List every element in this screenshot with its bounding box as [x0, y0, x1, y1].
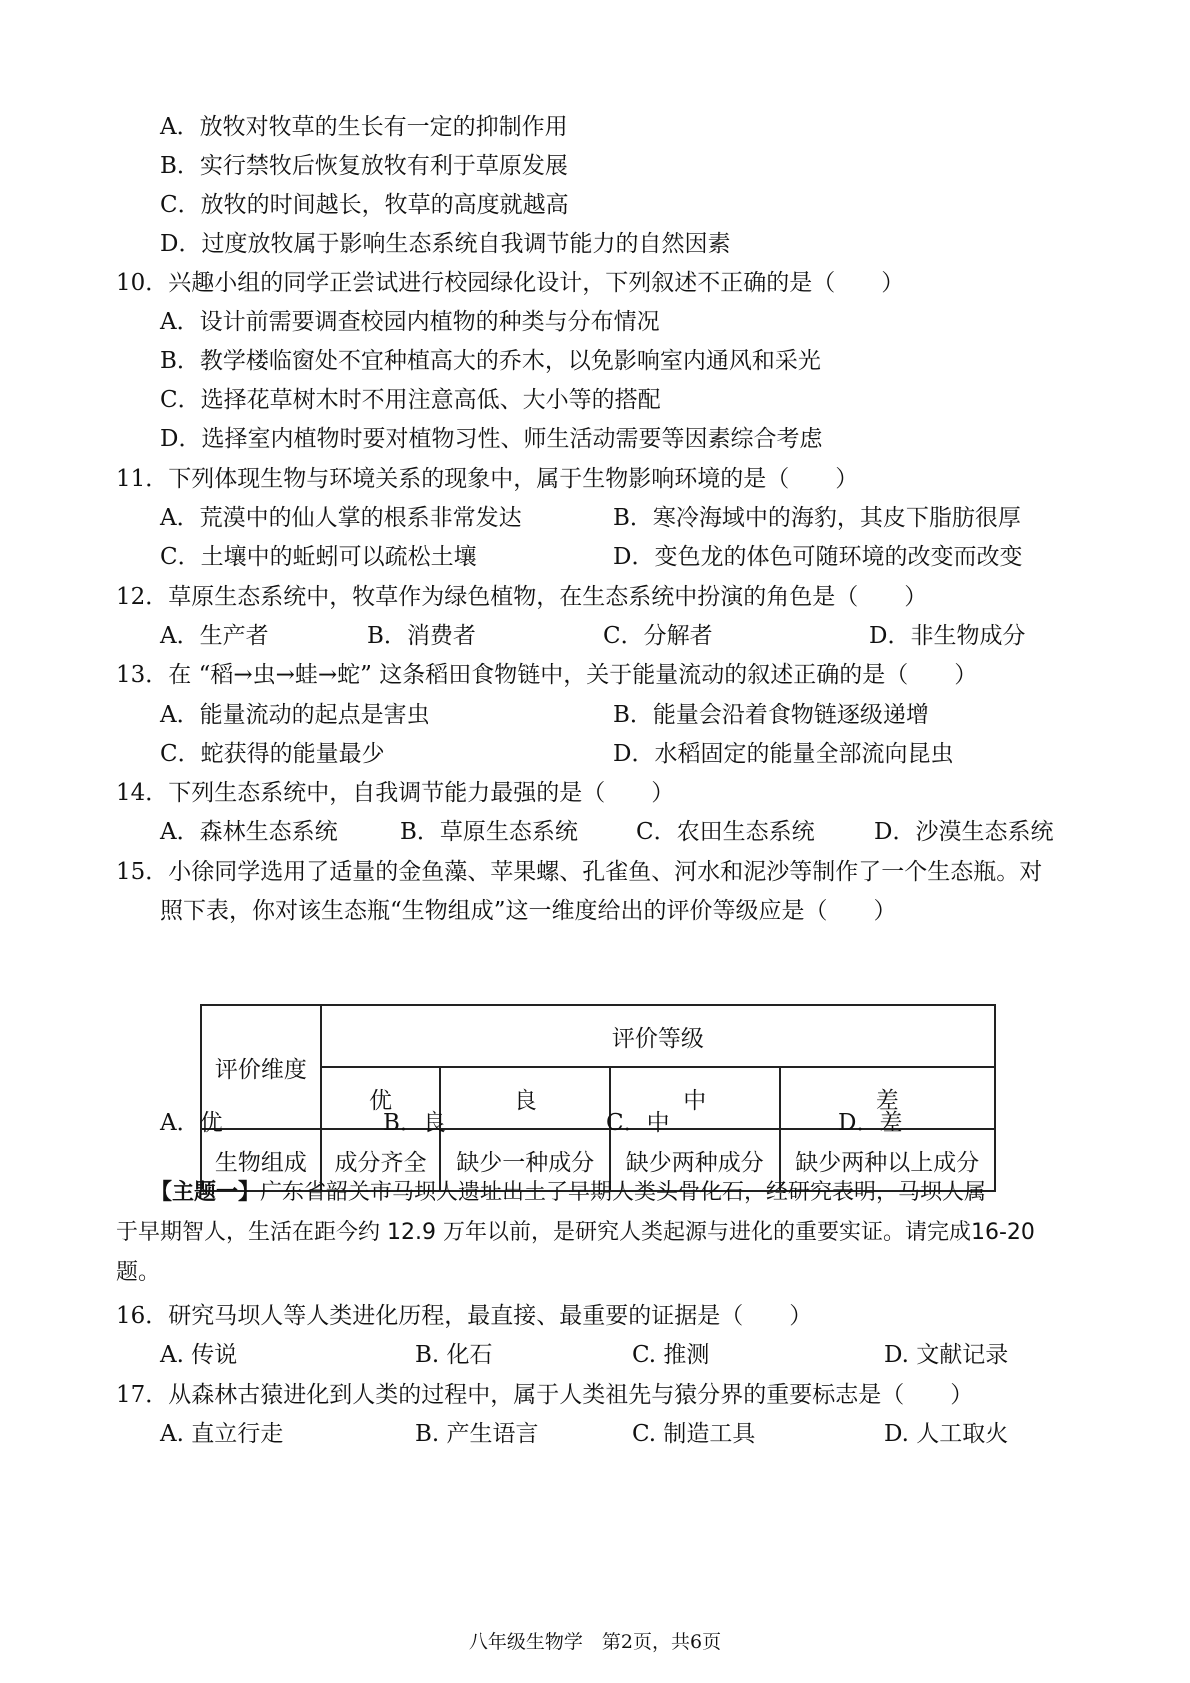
q16-stem: 16．研究马坝人等人类进化历程，最直接、最重要的证据是（ ）: [116, 1303, 813, 1329]
q16-option-c: C. 推测: [632, 1342, 710, 1368]
q15-stem-line2: 照下表，你对该生态瓶“生物组成”这一维度给出的评价等级应是（ ）: [160, 898, 897, 924]
grade-good: 良: [440, 1067, 610, 1129]
q10-option-c: C．选择花草树木时不用注意高低、大小等的搭配: [160, 387, 661, 413]
q10-option-b: B．教学楼临窗处不宜种植高大的乔木，以免影响室内通风和采光: [160, 348, 821, 374]
table-cell: 缺少一种成分: [440, 1129, 610, 1191]
q15-option-d: D．差: [838, 1110, 903, 1136]
q15-option-c: C．中: [606, 1110, 670, 1136]
q9-option-c: C．放牧的时间越长，牧草的高度就越高: [160, 192, 569, 218]
q13-option-a: A．能量流动的起点是害虫: [160, 702, 430, 728]
q12-option-d: D．非生物成分: [869, 623, 1026, 649]
q10-option-a: A．设计前需要调查校园内植物的种类与分布情况: [160, 309, 660, 335]
q11-option-b: B．寒冷海域中的海豹，其皮下脂肪很厚: [613, 505, 1021, 531]
q16-option-d: D. 文献记录: [884, 1342, 1009, 1368]
q11-option-d: D．变色龙的体色可随环境的改变而改变: [613, 544, 1023, 570]
q11-stem: 11．下列体现生物与环境关系的现象中，属于生物影响环境的是（ ）: [116, 466, 859, 492]
theme1-line2: 于早期智人，生活在距今约 12.9 万年以前，是研究人类起源与进化的重要实证。请完成16-20: [116, 1220, 1035, 1245]
q9-option-b: B．实行禁牧后恢复放牧有利于草原发展: [160, 153, 568, 179]
page-footer: 八年级生物学 第2页，共6页: [468, 1631, 722, 1653]
q13-option-b: B．能量会沿着食物链逐级递增: [613, 702, 929, 728]
grade-excellent: 优: [321, 1067, 441, 1129]
q16-option-a: A. 传说: [160, 1342, 238, 1368]
q12-option-b: B．消费者: [367, 623, 476, 649]
q17-stem: 17．从森林古猿进化到人类的过程中，属于人类祖先与猿分界的重要标志是（ ）: [116, 1382, 974, 1408]
q15-stem-line1: 15．小徐同学选用了适量的金鱼藻、苹果螺、孔雀鱼、河水和泥沙等制作了一个生态瓶。对: [116, 859, 1043, 885]
q10-stem: 10．兴趣小组的同学正尝试进行校园绿化设计，下列叙述不正确的是（ ）: [116, 270, 905, 296]
q12-option-a: A．生产者: [160, 623, 269, 649]
q15-option-a: A．优: [160, 1110, 223, 1136]
q9-option-d: D．过度放牧属于影响生态系统自我调节能力的自然因素: [160, 231, 731, 257]
q17-option-a: A. 直立行走: [160, 1421, 284, 1447]
q11-option-a: A．荒漠中的仙人掌的根系非常发达: [160, 505, 522, 531]
theme1-line3: 题。: [116, 1260, 161, 1285]
table-cell: 成分齐全: [321, 1129, 441, 1191]
grade-poor: 差: [780, 1067, 995, 1129]
table-header-row: [201, 1005, 995, 1067]
dimension-header: 评价维度: [201, 1005, 321, 1129]
q14-option-a: A．森林生态系统: [160, 819, 338, 845]
q13-option-d: D．水稻固定的能量全部流向昆虫: [613, 741, 954, 767]
q13-option-c: C．蛇获得的能量最少: [160, 741, 385, 767]
q12-option-c: C．分解者: [603, 623, 713, 649]
q15-option-b: B．良: [383, 1110, 446, 1136]
q14-option-b: B．草原生态系统: [400, 819, 578, 845]
grade-header: 评价等级: [321, 1005, 995, 1067]
theme1-line1-text: 广东省韶关市马坝人遗址出土了早期人类头骨化石，经研究表明，马坝人属: [260, 1180, 987, 1205]
theme1-line1: [150, 1178, 986, 1208]
q16-option-b: B. 化石: [415, 1342, 493, 1368]
q13-stem: 13．在 “稻→虫→蛙→蛇” 这条稻田食物链中，关于能量流动的叙述正确的是（ ）: [116, 662, 978, 688]
q10-option-d: D．选择室内植物时要对植物习性、师生活动需要等因素综合考虑: [160, 426, 823, 452]
table-cell: 缺少两种以上成分: [780, 1129, 995, 1191]
q11-option-c: C．土壤中的蚯蚓可以疏松土壤: [160, 544, 477, 570]
q17-option-c: C. 制造工具: [632, 1421, 756, 1447]
q14-option-c: C．农田生态系统: [636, 819, 815, 845]
theme1-label: 【主题一】: [150, 1180, 261, 1205]
row-label: 生物组成: [201, 1129, 321, 1191]
q9-option-a: A．放牧对牧草的生长有一定的抑制作用: [160, 114, 568, 140]
grade-medium: 中: [610, 1067, 780, 1129]
q14-stem: 14．下列生态系统中，自我调节能力最强的是（ ）: [116, 780, 675, 806]
q17-option-b: B. 产生语言: [415, 1421, 539, 1447]
q17-option-d: D. 人工取火: [884, 1421, 1009, 1447]
q14-option-d: D．沙漠生态系统: [874, 819, 1054, 845]
q12-stem: 12．草原生态系统中，牧草作为绿色植物，在生态系统中扮演的角色是（ ）: [116, 584, 928, 610]
table-cell: 缺少两种成分: [610, 1129, 780, 1191]
evaluation-table: [200, 1004, 996, 1192]
